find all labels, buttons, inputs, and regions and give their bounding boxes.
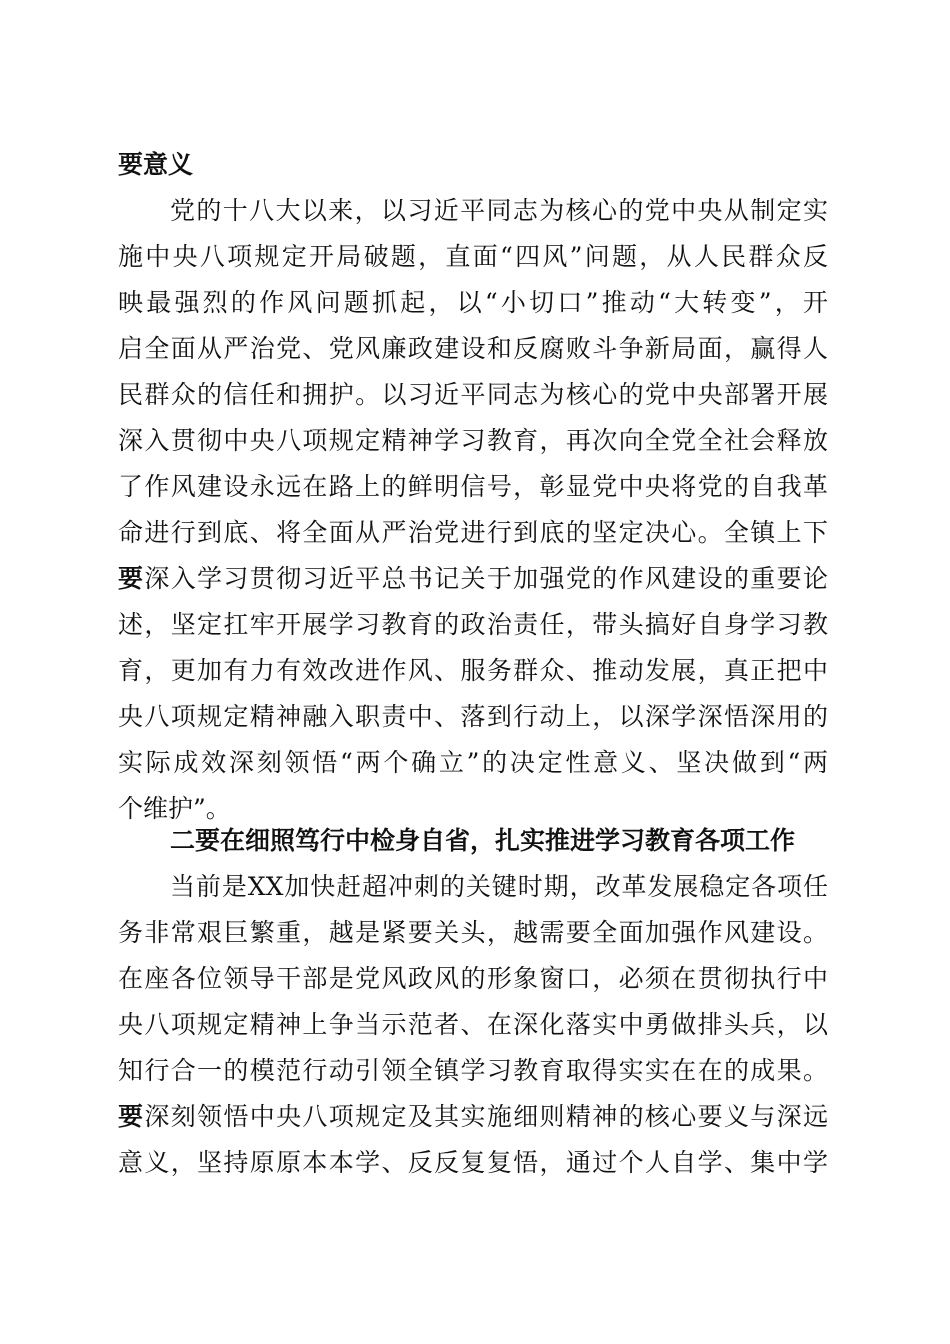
- paragraph-line: 启全面从严治党、党风廉政建设和反腐败斗争新局面，赢得人: [118, 334, 828, 363]
- paragraph-line-text: 深刻领悟中央八项规定及其实施细则精神的核心要义与深远: [144, 1102, 828, 1131]
- paragraph-line: 映最强烈的作风问题抓起，以“小切口”推动“大转变”，开: [118, 288, 828, 317]
- paragraph-line: 述，坚定扛牢开展学习教育的政治责任，带头搞好自身学习教: [118, 610, 828, 639]
- paragraph-line: 央八项规定精神融入职责中、落到行动上，以深学深悟深用的: [118, 702, 828, 731]
- paragraph-line: 在座各位领导干部是党风政风的形象窗口，必须在贯彻执行中: [118, 964, 828, 993]
- paragraph-line: 央八项规定精神上争当示范者、在深化落实中勇做排头兵，以: [118, 1010, 828, 1039]
- paragraph-line: 施中央八项规定开局破题，直面“四风”问题，从人民群众反: [118, 242, 828, 271]
- paragraph-line: 务非常艰巨繁重，越是紧要关头，越需要全面加强作风建设。: [118, 918, 828, 947]
- emphasis-lead-char: 要: [118, 1102, 145, 1131]
- paragraph-line: 民群众的信任和拥护。以习近平同志为核心的党中央部署开展: [118, 380, 828, 409]
- paragraph-line-with-lead: [118, 1102, 828, 1132]
- paragraph-line: 命进行到底、将全面从严治党进行到底的坚定决心。全镇上下: [118, 518, 828, 547]
- section-heading: 二要在细照笃行中检身自省，扎实推进学习教育各项工作: [170, 826, 796, 855]
- paragraph-line-text: 深入学习贯彻习近平总书记关于加强党的作风建设的重要论: [144, 564, 828, 593]
- paragraph-line: 深入贯彻中央八项规定精神学习教育，再次向全党全社会释放: [118, 426, 828, 455]
- section-heading-continuation: 要意义: [118, 150, 194, 179]
- paragraph-line: 实际成效深刻领悟“两个确立”的决定性意义、坚决做到“两: [118, 748, 828, 777]
- paragraph-line: 知行合一的模范行动引领全镇学习教育取得实实在在的成果。: [118, 1056, 828, 1085]
- paragraph-line: 个维护”。: [118, 794, 231, 823]
- paragraph-line: 意义，坚持原原本本学、反反复复悟，通过个人自学、集中学: [118, 1148, 828, 1177]
- paragraph-line: 当前是XX加快赶超冲刺的关键时期，改革发展稳定各项任: [170, 872, 828, 901]
- paragraph-line: 了作风建设永远在路上的鲜明信号，彰显党中央将党的自我革: [118, 472, 828, 501]
- paragraph-line-with-lead: [118, 564, 828, 594]
- emphasis-lead-char: 要: [118, 564, 145, 593]
- paragraph-line: 育，更加有力有效改进作风、服务群众、推动发展，真正把中: [118, 656, 828, 685]
- paragraph-line: 党的十八大以来，以习近平同志为核心的党中央从制定实: [170, 196, 828, 225]
